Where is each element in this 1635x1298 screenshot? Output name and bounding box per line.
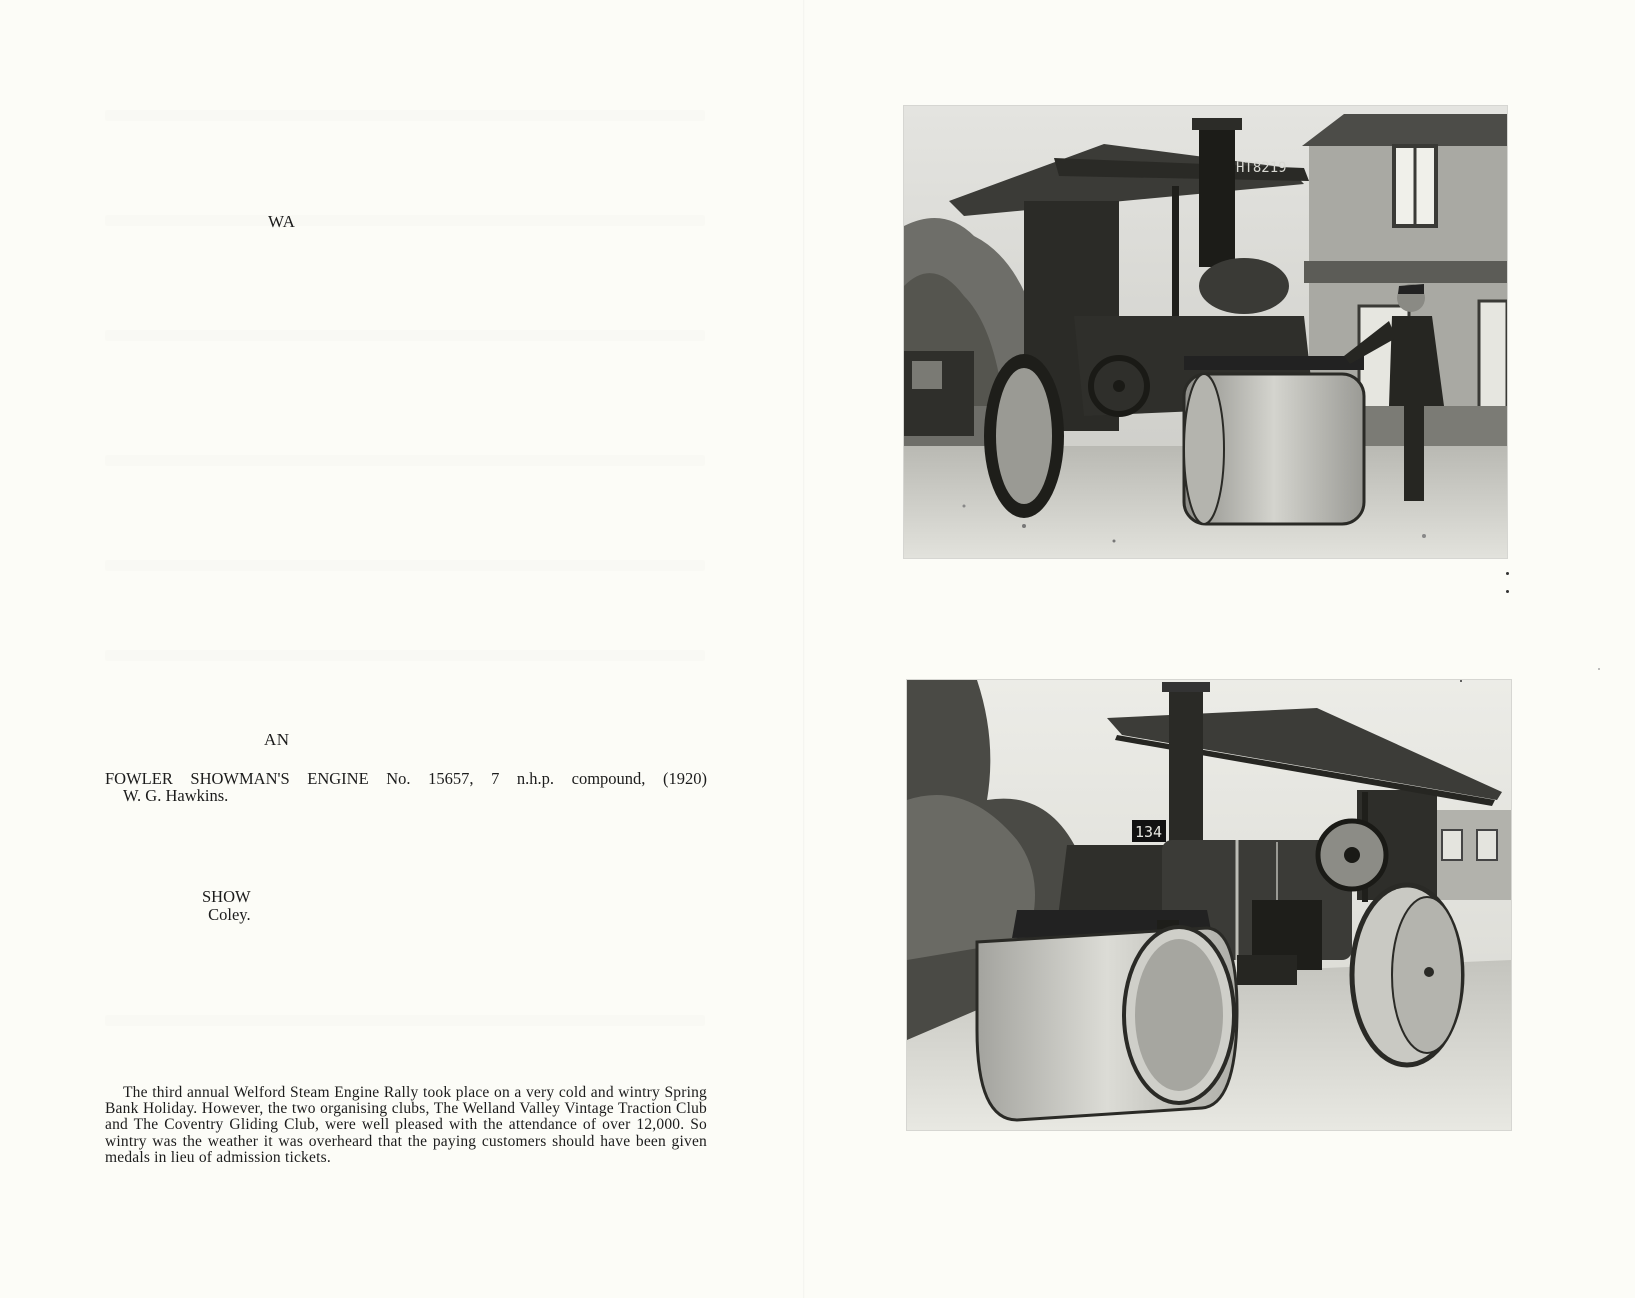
photo-steam-roller-house (904, 106, 1507, 558)
scan-speck (1460, 680, 1462, 682)
credit-line-1: SHOW (202, 887, 251, 906)
show-through (105, 650, 705, 661)
show-through (105, 330, 705, 341)
body-paragraph: The third annual Welford Steam Engine Rally took place on a very cold and wintry Spring Bank Holiday. However, the two organising clubs, The Welland Valley Vintage Traction Club and The Coventry Gliding Club, were well pleased with the attendance of over 12,000. So wintry was the weather it was overheard that the paying customers should have been given medals in lieu of admission tickets. (105, 1084, 707, 1166)
show-through (105, 110, 705, 121)
steam-roller-photo-bottom (907, 680, 1511, 1130)
plate-text-top: HT8219 (1236, 160, 1287, 176)
heading-fragment-top: WA (268, 212, 296, 231)
caption-credit: W. G. Hawkins. (123, 786, 229, 805)
show-through (105, 1015, 705, 1026)
show-through (105, 455, 705, 466)
photo-credit (202, 888, 251, 924)
page-fold (803, 0, 805, 1298)
photo-steam-roller-canopy (907, 680, 1511, 1130)
plate-text-bottom: 134 (1135, 823, 1163, 841)
scan-speck (1506, 590, 1509, 593)
credit-line-2: Coley. (208, 905, 251, 924)
heading-fragment-middle: AN (264, 730, 290, 749)
steam-roller-photo-top (904, 106, 1507, 558)
show-through (105, 215, 705, 226)
show-through (105, 560, 705, 571)
caption-title: FOWLER SHOWMAN'S ENGINE No. 15657, 7 n.h.p. compound, (1920) (105, 769, 707, 788)
scan-speck (1506, 572, 1509, 575)
photo-caption (105, 770, 707, 804)
scan-speck (1598, 668, 1600, 670)
